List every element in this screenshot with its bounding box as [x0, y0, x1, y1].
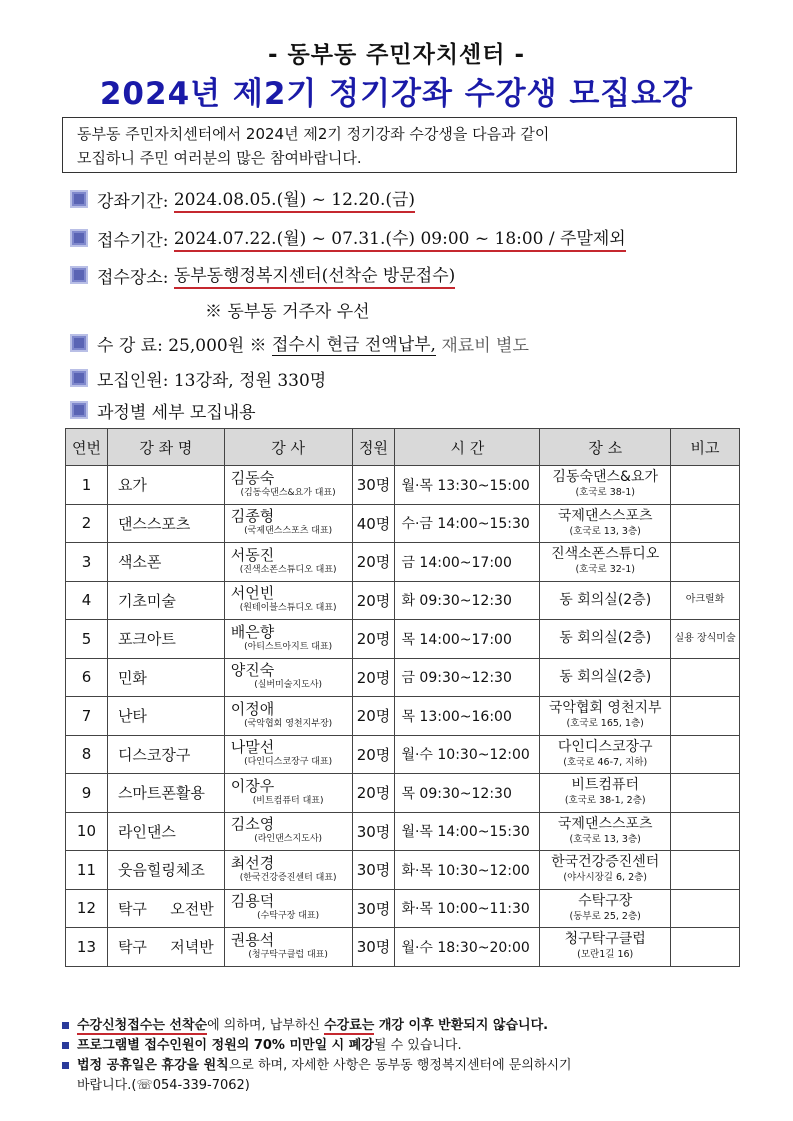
row-teacher: 김종형: [230, 507, 275, 526]
square-bullet-icon: [70, 334, 88, 352]
row-address: (야사시장길 6, 2층): [563, 872, 648, 884]
row-teacher: 권용석: [230, 930, 275, 949]
info-place: [70, 260, 455, 290]
row-course: 라인댄스: [107, 812, 224, 851]
row-teacher-cell: [224, 543, 352, 582]
row-place-cell: [540, 697, 671, 736]
fee-extra: 재료비 별도: [441, 335, 529, 356]
row-address: (호국로 13, 3층): [569, 833, 641, 845]
row-capacity: 30명: [352, 851, 395, 890]
note-1-text: 에 의하며, 납부하신: [207, 1018, 325, 1033]
row-place: 국제댄스스포츠: [557, 507, 653, 524]
note-1-first-come: 수강신청접수는 선착순: [77, 1018, 208, 1033]
row-memo: [671, 658, 740, 697]
row-memo: 실용 장식미술: [671, 620, 740, 659]
header-time: 시 간: [395, 429, 540, 466]
course-table: [65, 428, 740, 967]
fee-label: 수 강 료:: [97, 335, 163, 356]
row-teacher-org: (진색소폰스튜디오 대표): [239, 564, 337, 575]
info-fee: [70, 328, 529, 358]
row-teacher-cell: [224, 466, 352, 505]
note-1-fee: 수강료는: [324, 1018, 375, 1033]
row-time: 금 14:00~17:00: [395, 543, 540, 582]
fee-payment: 접수시 현금 전액납부,: [272, 330, 436, 356]
row-place: 한국건강증진센터: [551, 854, 660, 871]
row-memo: [671, 543, 740, 582]
row-address: (모란1길 16): [577, 949, 634, 961]
row-time: 월·목 13:30~15:00: [395, 466, 540, 505]
place-value: 동부동행정복지센터(선착순 방문접수): [174, 261, 455, 289]
row-teacher-org: (수탁구장 대표): [257, 911, 320, 922]
row-teacher-cell: [224, 735, 352, 774]
row-place-cell: [540, 466, 671, 505]
row-place-cell: [540, 620, 671, 659]
row-address: (호국로 38-1): [575, 487, 635, 499]
row-memo: [671, 466, 740, 505]
row-memo: [671, 851, 740, 890]
square-bullet-icon: [70, 266, 88, 284]
square-bullet-icon: [70, 401, 88, 419]
row-no: 3: [66, 543, 108, 582]
row-time: 수·금 14:00~15:30: [395, 504, 540, 543]
note-2-cancel: 프로그램별 접수인원이 정원의 70% 미만일 시 폐강: [77, 1038, 374, 1053]
period-value: 2024.08.05.(월) ~ 12.20.(금): [174, 185, 415, 213]
row-place-cell: [540, 851, 671, 890]
row-teacher-org: (라인댄스지도사): [254, 834, 323, 845]
row-course: 댄스스포츠: [107, 504, 224, 543]
row-teacher-org: (국제댄스스포츠 대표): [244, 526, 333, 537]
table-row: [66, 466, 740, 505]
row-memo: [671, 697, 740, 736]
row-course: 기초미술: [107, 581, 224, 620]
row-capacity: 30명: [352, 928, 395, 967]
recruit-value: 13강좌, 정원 330명: [173, 370, 327, 391]
intro-box: [62, 117, 737, 173]
row-no: 5: [66, 620, 108, 659]
row-teacher: 김소영: [230, 815, 275, 834]
row-teacher: 서언빈: [230, 584, 275, 603]
row-no: 8: [66, 735, 108, 774]
row-teacher: 이장우: [230, 776, 275, 795]
row-time: 금 09:30~12:30: [395, 658, 540, 697]
row-place: 비트컴퓨터: [571, 777, 640, 794]
square-bullet-icon: [62, 1022, 69, 1029]
row-address: (호국로 165, 1층): [566, 718, 644, 730]
row-capacity: 20명: [352, 581, 395, 620]
square-bullet-icon: [62, 1042, 69, 1049]
note-1: [62, 1016, 742, 1036]
notes: [62, 1016, 742, 1096]
row-time: 월·수 10:30~12:00: [395, 735, 540, 774]
square-bullet-icon: [70, 190, 88, 208]
row-teacher-cell: [224, 812, 352, 851]
row-course: 탁구 오전반: [107, 889, 224, 928]
row-teacher: 최선경: [230, 853, 275, 872]
row-teacher-cell: [224, 697, 352, 736]
row-course: 탁구 저녁반: [107, 928, 224, 967]
row-teacher: 서동진: [230, 545, 275, 564]
row-capacity: 20명: [352, 697, 395, 736]
row-place-cell: [540, 812, 671, 851]
row-teacher-cell: [224, 581, 352, 620]
row-memo: [671, 889, 740, 928]
row-capacity: 30명: [352, 812, 395, 851]
fee-value: 25,000원 ※: [168, 335, 267, 356]
row-memo: [671, 928, 740, 967]
row-course: 포크아트: [107, 620, 224, 659]
row-no: 7: [66, 697, 108, 736]
row-teacher: 배은향: [230, 622, 275, 641]
intro-line-2: 모집하니 주민 여러분의 많은 참여바랍니다.: [77, 149, 362, 167]
row-no: 11: [66, 851, 108, 890]
row-time: 목 14:00~17:00: [395, 620, 540, 659]
row-capacity: 20명: [352, 774, 395, 813]
row-capacity: 30명: [352, 466, 395, 505]
table-row: [66, 658, 740, 697]
row-address: (호국로 32-1): [575, 564, 635, 576]
center-subtitle: - 동부동 주민자치센터 -: [267, 42, 526, 68]
row-no: 10: [66, 812, 108, 851]
row-teacher: 나말선: [230, 738, 275, 757]
reception-value: 2024.07.22.(월) ~ 07.31.(수) 09:00 ~ 18:00 / 주말제외: [174, 224, 626, 252]
row-teacher: 양진숙: [230, 661, 275, 680]
table-row: [66, 812, 740, 851]
reception-label: 접수기간:: [97, 230, 169, 251]
row-teacher: 이정애: [230, 699, 275, 718]
row-no: 12: [66, 889, 108, 928]
row-teacher-org: (한국건강증진센터 대표): [239, 872, 337, 883]
row-teacher-org: (청구탁구클럽 대표): [248, 949, 328, 960]
row-no: 1: [66, 466, 108, 505]
table-row: [66, 620, 740, 659]
row-place: 다인디스코장구: [557, 738, 653, 755]
note-3-holiday: 법정 공휴일은 휴강을 원칙: [77, 1058, 229, 1073]
row-teacher-org: (원테이블스튜디오 대표): [239, 603, 337, 614]
table-row: [66, 543, 740, 582]
row-no: 4: [66, 581, 108, 620]
row-place-cell: [540, 581, 671, 620]
row-teacher-cell: [224, 889, 352, 928]
row-memo: [671, 812, 740, 851]
row-teacher-cell: [224, 504, 352, 543]
row-teacher-org: (실버미술지도사): [254, 680, 323, 691]
table-header-row: [66, 429, 740, 466]
row-teacher-org: (아티스트아지트 대표): [244, 641, 333, 652]
header-teacher: 강 사: [224, 429, 352, 466]
recruit-label: 모집인원:: [97, 370, 169, 391]
row-place-cell: [540, 658, 671, 697]
row-no: 2: [66, 504, 108, 543]
row-place: 진색소폰스튜디오: [551, 546, 660, 563]
square-bullet-icon: [62, 1062, 69, 1069]
row-place-cell: [540, 774, 671, 813]
table-row: [66, 889, 740, 928]
table-row: [66, 697, 740, 736]
row-capacity: 20명: [352, 620, 395, 659]
row-no: 9: [66, 774, 108, 813]
row-place: 동 회의실(2층): [559, 668, 652, 685]
table-row: [66, 928, 740, 967]
header-capacity: 정원: [352, 429, 395, 466]
table-row: [66, 774, 740, 813]
row-memo: [671, 774, 740, 813]
note-3: [62, 1056, 742, 1096]
row-teacher-cell: [224, 851, 352, 890]
row-course: 난타: [107, 697, 224, 736]
detail-label: 과정별 세부 모집내용: [97, 402, 256, 423]
row-capacity: 30명: [352, 889, 395, 928]
table-row: [66, 581, 740, 620]
row-teacher-cell: [224, 620, 352, 659]
row-time: 화 09:30~12:30: [395, 581, 540, 620]
row-place: 동 회의실(2층): [559, 591, 652, 608]
row-teacher: 김동숙: [230, 468, 275, 487]
note-3-contact: 바랍니다.(☏054-339-7062): [77, 1078, 250, 1093]
row-capacity: 20명: [352, 543, 395, 582]
table-row: [66, 735, 740, 774]
square-bullet-icon: [70, 229, 88, 247]
page-title: 2024년 제2기 정기강좌 수강생 모집요강: [99, 76, 694, 112]
row-course: 요가: [107, 466, 224, 505]
row-place: 수탁구장: [578, 892, 633, 909]
note-2-text: 될 수 있습니다.: [373, 1038, 462, 1053]
row-teacher: 김용덕: [230, 892, 275, 911]
row-address: (호국로 46-7, 지하): [563, 756, 648, 768]
row-teacher-cell: [224, 658, 352, 697]
row-teacher-org: (김동숙댄스&요가 대표): [240, 487, 336, 498]
row-teacher-org: (다인디스코장구 대표): [244, 757, 333, 768]
row-course: 민화: [107, 658, 224, 697]
row-course: 웃음힐링체조: [107, 851, 224, 890]
row-capacity: 40명: [352, 504, 395, 543]
row-place-cell: [540, 543, 671, 582]
row-no: 13: [66, 928, 108, 967]
row-place-cell: [540, 504, 671, 543]
row-place: 국제댄스스포츠: [557, 815, 653, 832]
row-teacher-cell: [224, 928, 352, 967]
row-teacher-cell: [224, 774, 352, 813]
row-course: 디스코장구: [107, 735, 224, 774]
row-memo: [671, 504, 740, 543]
note-3-text: 으로 하며, 자세한 사항은 동부동 행정복지센터에 문의하시기: [228, 1058, 572, 1073]
row-place: 청구탁구클럽: [564, 931, 646, 948]
row-course: 색소폰: [107, 543, 224, 582]
period-label: 강좌기간:: [97, 191, 169, 212]
note-2: [62, 1036, 742, 1056]
square-bullet-icon: [70, 369, 88, 387]
row-place-cell: [540, 889, 671, 928]
row-capacity: 20명: [352, 658, 395, 697]
row-time: 월·수 18:30~20:00: [395, 928, 540, 967]
note-1-refund: 개강 이후 반환되지 않습니다.: [374, 1018, 549, 1033]
info-recruit: [70, 363, 326, 393]
header-place: 장 소: [540, 429, 671, 466]
info-reception: [70, 223, 626, 253]
table-row: [66, 504, 740, 543]
info-period: [70, 184, 415, 214]
row-course: 스마트폰활용: [107, 774, 224, 813]
row-place: 국악협회 영천지부: [548, 700, 662, 717]
row-address: (호국로 13, 3층): [569, 525, 641, 537]
header-course: 강 좌 명: [107, 429, 224, 466]
row-capacity: 20명: [352, 735, 395, 774]
row-memo: [671, 735, 740, 774]
row-place: 동 회의실(2층): [559, 630, 652, 647]
row-teacher-org: (비트컴퓨터 대표): [252, 795, 324, 806]
row-time: 화·목 10:30~12:00: [395, 851, 540, 890]
header-no: 연번: [66, 429, 108, 466]
row-time: 목 13:00~16:00: [395, 697, 540, 736]
row-address: (동부로 25, 2층): [569, 910, 641, 922]
row-place-cell: [540, 735, 671, 774]
intro-line-1: 동부동 주민자치센터에서 2024년 제2기 정기강좌 수강생을 다음과 같이: [77, 125, 550, 143]
place-note: ※ 동부동 거주자 우선: [205, 301, 370, 322]
row-no: 6: [66, 658, 108, 697]
row-place-cell: [540, 928, 671, 967]
place-label: 접수장소:: [97, 267, 169, 288]
row-address: (호국로 38-1, 2층): [564, 795, 646, 807]
row-time: 목 09:30~12:30: [395, 774, 540, 813]
row-memo: 아크릴화: [671, 581, 740, 620]
row-time: 월·목 14:00~15:30: [395, 812, 540, 851]
info-detail: [70, 395, 256, 425]
header-memo: 비고: [671, 429, 740, 466]
row-place: 김동숙댄스&요가: [552, 469, 658, 486]
row-teacher-org: (국악협회 영천지부장): [244, 718, 333, 729]
row-time: 화·목 10:00~11:30: [395, 889, 540, 928]
table-row: [66, 851, 740, 890]
